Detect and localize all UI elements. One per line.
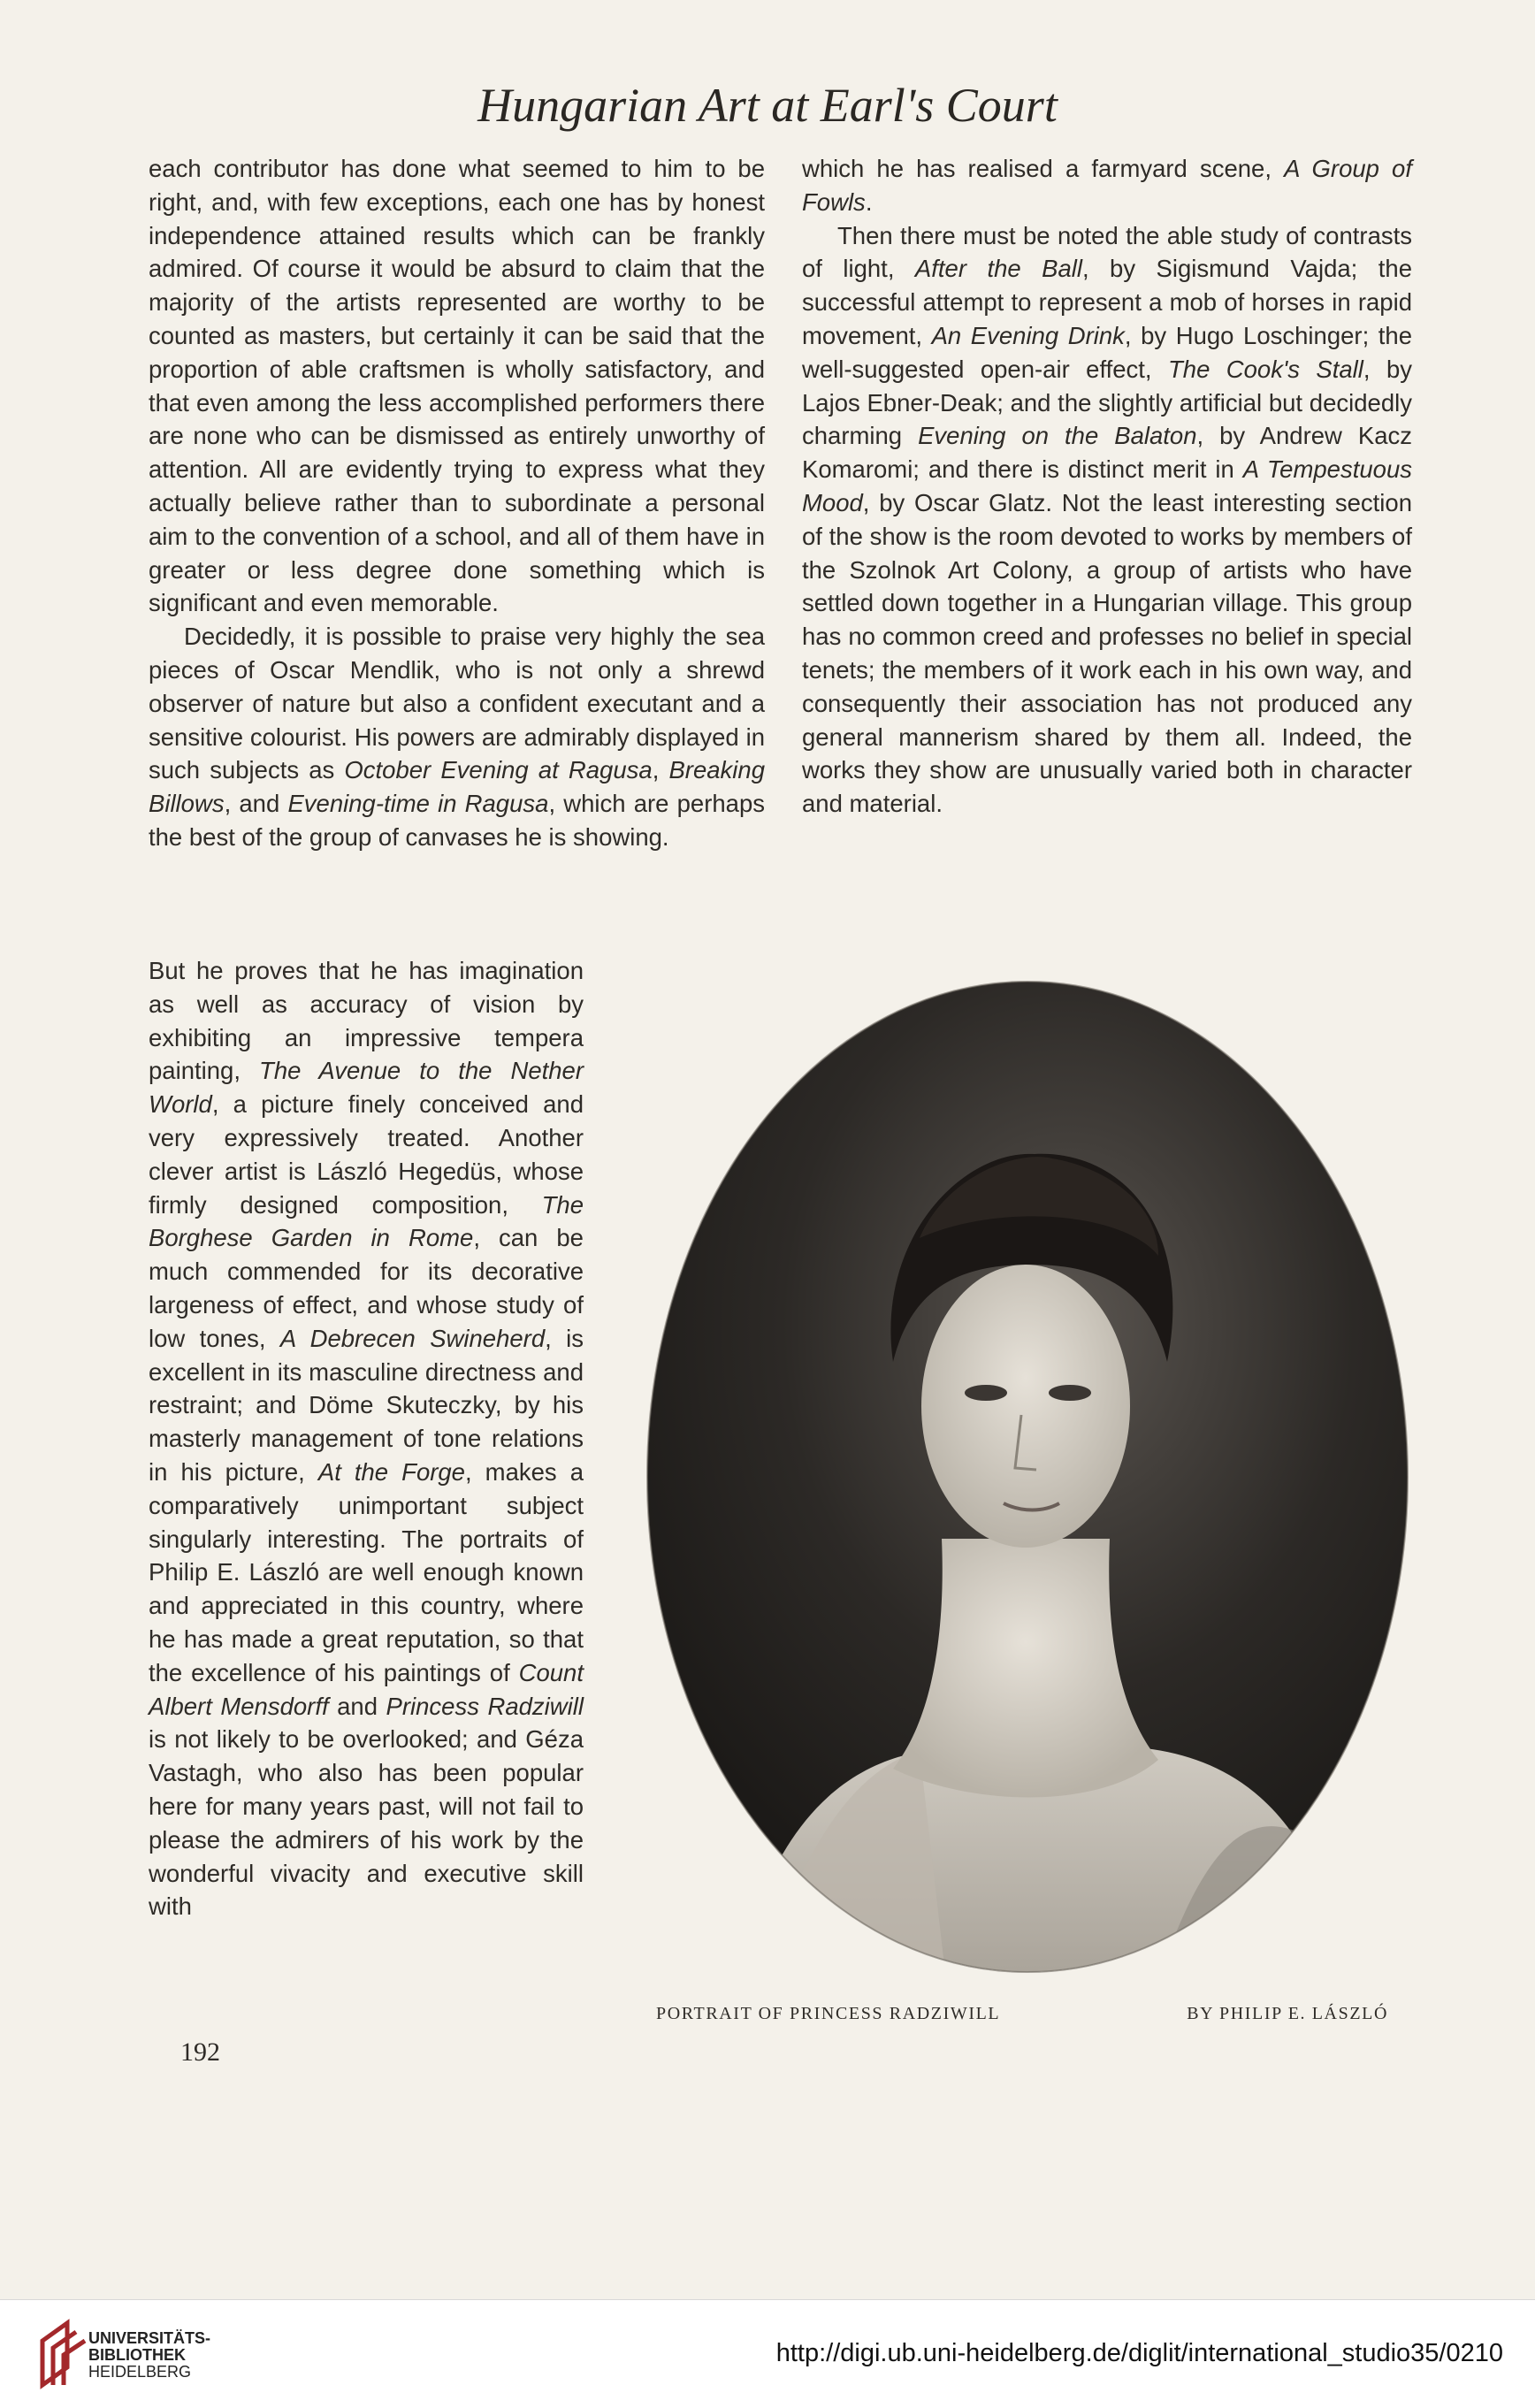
paragraph: But he proves that he has imagination as well as accuracy of vision by exhibiting an impressive tempera painting, The Avenue to the Nether World, a picture finely conceived and very expressively treated. Another clever artist is László Hegedüs, whose firmly designed composition, The Borghese Garden in Rome, can be much commended for its decorative largeness of effect, and whose study of low tones, A Debrecen Swineherd, is excellent in its masculine directness and restraint; and Döme Skuteczky, by his masterly management of tone relations in his picture, At the Forge, makes a comparatively unimportant subject singularly interesting. The portraits of Philip E. László are well enough known and appreciated in this country, where he has made a great reputation, so that the excellence of his paintings of Count Albert Mensdorff and Princess Radziwill is not likely to be overlooked; and Géza Vastagh, who also has been popular here for many years past, will not fail to please the admirers of his work by the wonderful vivacity and executive skill with (149, 957, 584, 1921)
right-column (802, 152, 1412, 821)
portrait-image (628, 973, 1428, 1981)
left-column-bottom (149, 954, 584, 1923)
caption-title: PORTRAIT OF PRINCESS RADZIWILL (656, 2004, 1001, 2023)
paragraph: each contributor has done what seemed to him to be right, and, with few exceptions, each one has by honest independence attained results which can be frankly admired. Of course it would be absurd to claim that the majority of the artists represented are worthy to be counted as masters, but certainly it can be said that the proportion of able craftsmen is wholly satisfactory, and that even among the less accomplished performers there are none who can be dismissed as entirely unworthy of attention. All are evidently trying to express what they actually believe rather than to subordinate a personal aim to the convention of a school, and all of them have in greater or less degree done something which is significant and even memorable. (149, 155, 765, 617)
source-url-link[interactable]: http://digi.ub.uni-heidelberg.de/diglit/international_studio35/0210 (775, 2339, 1503, 2367)
paragraph: Then there must be noted the able study of contrasts of light, After the Ball, by Sigismund Vajda; the successful attempt to represent a mob of horses in rapid movement, An Evening Drink, by Hugo Loschinger; the well-suggested open-air effect, The Cook's Stall, by Lajos Ebner-Deak; and the slightly artificial but decidedly charming Evening on the Balaton, by Andrew Kacz Komaromi; and there is distinct merit in A Tempestuous Mood, by Oscar Glatz. Not the least interesting section of the show is the room devoted to works by members of the Szolnok Art Colony, a group of artists who have settled down together in a Hungarian village. This group has no common creed and professes no belief in special tenets; the members of it work each in his own way, and consequently their association has not produced any general mannerism shared by them all. Indeed, the works they show are unusually varied both in character and material. (802, 221, 1413, 818)
portrait-illustration (628, 973, 1428, 1981)
viewer-footer (0, 2299, 1535, 2408)
library-line: HEIDELBERG (88, 2363, 192, 2381)
left-column-top (149, 152, 765, 854)
library-line: BIBLIOTHEK (88, 2346, 186, 2364)
running-header: Hungarian Art at Earl's Court (477, 79, 1058, 132)
caption-credit: BY PHILIP E. LÁSZLÓ (1187, 2004, 1388, 2023)
library-line: UNIVERSITÄTS- (88, 2329, 211, 2347)
figure-caption (656, 2004, 1388, 2024)
paragraph: Decidedly, it is possible to praise very highly the sea pieces of Oscar Mendlik, who is not only a shrewd observer of nature but also a confident executant and a sensitive colourist. His powers are admirably displayed in such subjects as October Evening at Ragusa, Breaking Billows, and Evening-time in Ragusa, which are perhaps the best of the group of canvases he is showing. (149, 623, 765, 851)
library-name (88, 2330, 210, 2381)
paragraph: which he has realised a farmyard scene, A Group of Fowls. (802, 155, 1412, 216)
page-number: 192 (180, 2037, 220, 2067)
